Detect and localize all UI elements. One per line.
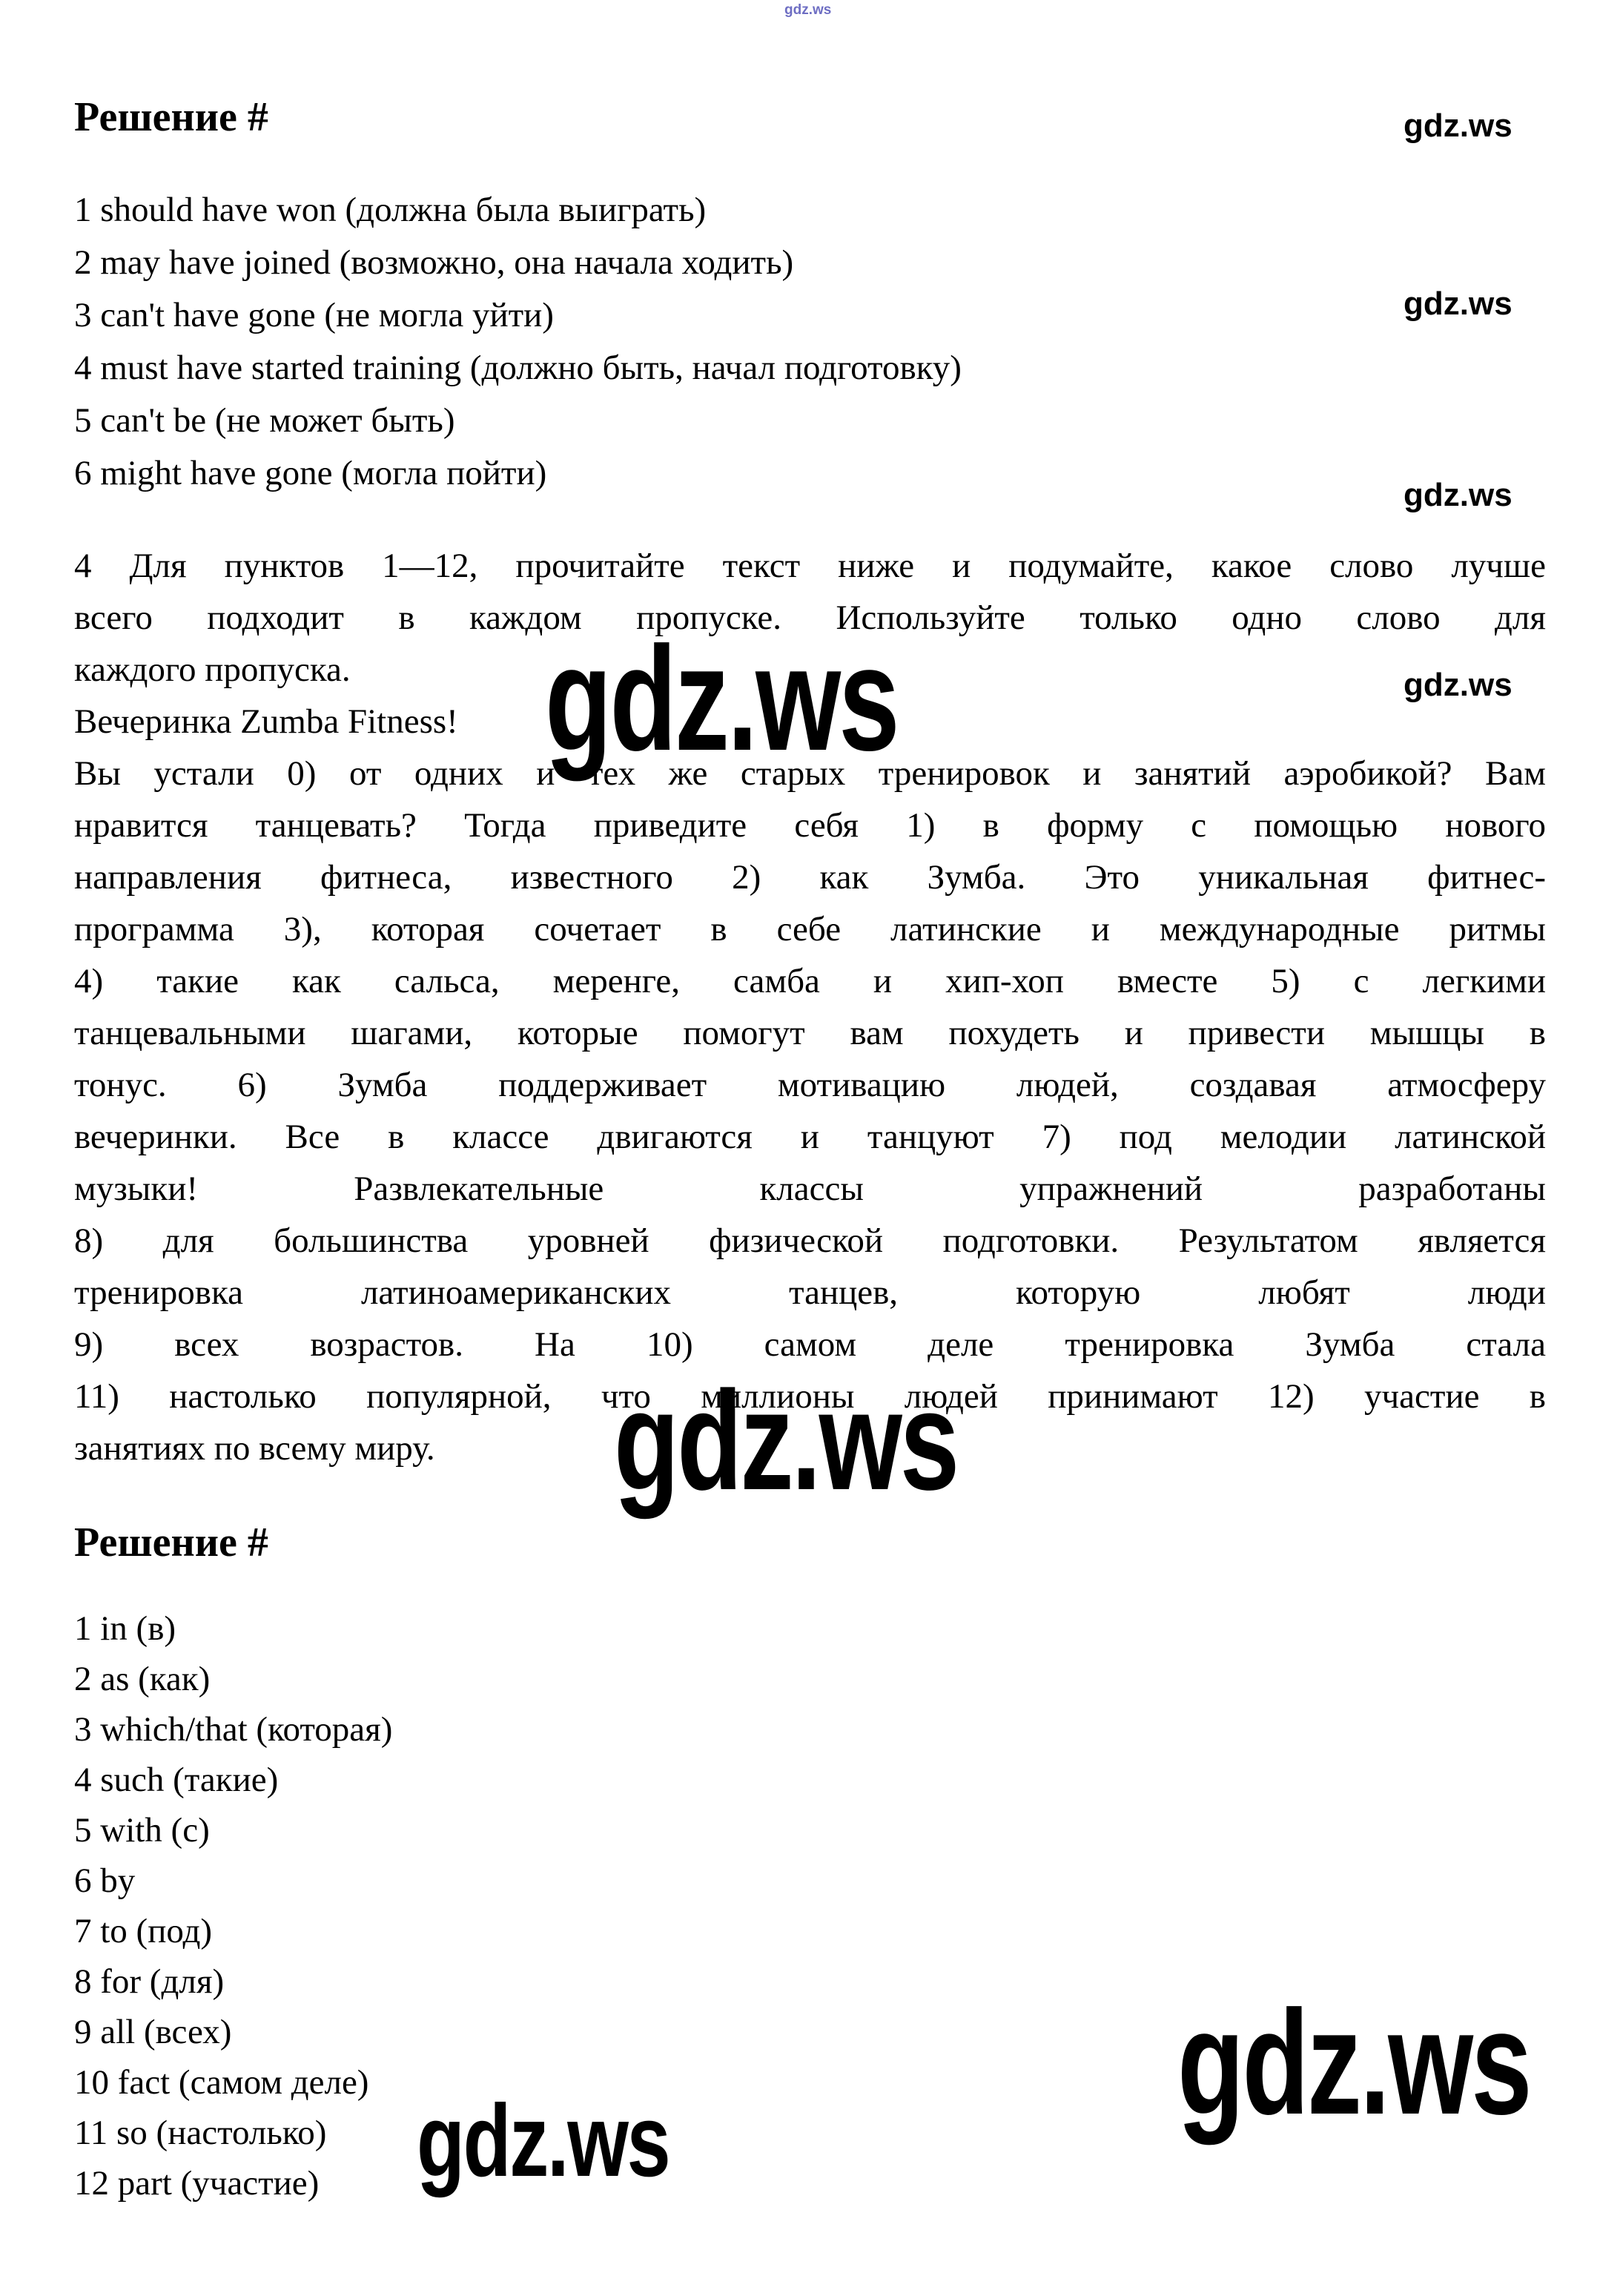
task-body-line: занятиях по всему миру. xyxy=(74,1429,435,1468)
solution2-answer-3: 3 which/that (которая) xyxy=(74,1710,393,1749)
solution1-answer-6: 6 might have gone (могла пойти) xyxy=(74,454,547,492)
task-body-line: нравится танцевать? Тогда приведите себя 1) в форму с помощью нового xyxy=(74,806,1546,845)
task-body-line: 11) настолько популярной, что миллионы людей принимают 12) участие в xyxy=(74,1377,1546,1416)
solution1-answer-3: 3 can't have gone (не могла уйти) xyxy=(74,296,554,334)
solution2-heading: Решение # xyxy=(74,1520,268,1566)
solution2-answer-10: 10 fact (самом деле) xyxy=(74,2063,369,2102)
task-body-line: 9) всех возрастов. На 10) самом деле тренировка Зумба стала xyxy=(74,1325,1546,1364)
task-text-title: Вечеринка Zumba Fitness! xyxy=(74,702,458,741)
solution2-answer-list xyxy=(74,1603,1546,2208)
solution1-answer-2: 2 may have joined (возможно, она начала ходить) xyxy=(74,243,794,282)
watermark-gdz-tiny-top: gdz.ws xyxy=(784,2,832,18)
task-body-line: 8) для большинства уровней физической подготовки. Результатом является xyxy=(74,1221,1546,1260)
task-intro-line: 4 Для пунктов 1—12, прочитайте текст ниже и подумайте, какое слово лучше xyxy=(74,547,1546,585)
solution1-answer-list xyxy=(74,184,1546,500)
task-intro-line: всего подходит в каждом пропуске. Используйте только одно слово для xyxy=(74,598,1546,637)
task-body-line: тренировка латиноамериканских танцев, которую любят люди xyxy=(74,1273,1546,1312)
solution1-answer-5: 5 can't be (не может быть) xyxy=(74,401,455,440)
solution2-answer-4: 4 such (такие) xyxy=(74,1761,279,1799)
solution1-heading: Решение # xyxy=(74,94,268,140)
task-body-line: тонус. 6) Зумба поддерживает мотивацию людей, создавая атмосферу xyxy=(74,1066,1546,1104)
task-body-line: программа 3), которая сочетает в себе латинские и международные ритмы xyxy=(74,910,1546,949)
watermark-gdz-big-2: gdz.ws xyxy=(614,1362,958,1520)
solution2-answer-7: 7 to (под) xyxy=(74,1912,213,1950)
task-body-line: 4) такие как сальса, меренге, самба и хип-хоп вместе 5) с легкими xyxy=(74,962,1546,1000)
task-intro-line: каждого пропуска. xyxy=(74,650,351,689)
solution2-answer-6: 6 by xyxy=(74,1861,136,1900)
watermark-gdz-small-4: gdz.ws xyxy=(1404,667,1512,703)
solution2-answer-11: 11 so (настолько) xyxy=(74,2114,327,2152)
watermark-gdz-small-2: gdz.ws xyxy=(1404,286,1512,322)
watermark-gdz-mid: gdz.ws xyxy=(417,2084,670,2198)
solution2-answer-9: 9 all (всех) xyxy=(74,2013,232,2051)
solution2-answer-2: 2 as (как) xyxy=(74,1660,211,1698)
solution2-answer-8: 8 for (для) xyxy=(74,1962,225,2001)
task-body-line: танцевальными шагами, которые помогут вам похудеть и привести мышцы в xyxy=(74,1014,1546,1052)
task-body-line: направления фитнеса, известного 2) как Зумба. Это уникальная фитнес- xyxy=(74,858,1546,897)
task-body-line: музыки! Развлекательные классы упражнений разработаны xyxy=(74,1170,1546,1208)
task-body-line: вечеринки. Все в классе двигаются и танцуют 7) под мелодии латинской xyxy=(74,1118,1546,1156)
solution1-answer-1: 1 should have won (должна была выиграть) xyxy=(74,191,707,229)
solution1-answer-4: 4 must have started training (должно быть, начал подготовку) xyxy=(74,349,962,387)
solution2-answer-5: 5 with (с) xyxy=(74,1811,210,1850)
solution2-answer-1: 1 in (в) xyxy=(74,1609,176,1648)
watermark-gdz-small-1: gdz.ws xyxy=(1404,108,1512,144)
task-body-line: Вы устали 0) от одних и тех же старых тренировок и занятий аэробикой? Вам xyxy=(74,754,1546,793)
watermark-gdz-big-3: gdz.ws xyxy=(1177,1980,1530,2145)
watermark-gdz-big-1: gdz.ws xyxy=(545,616,898,782)
task-text-block xyxy=(74,540,1546,1474)
watermark-gdz-small-3: gdz.ws xyxy=(1404,477,1512,513)
solution2-answer-12: 12 part (участие) xyxy=(74,2164,320,2203)
